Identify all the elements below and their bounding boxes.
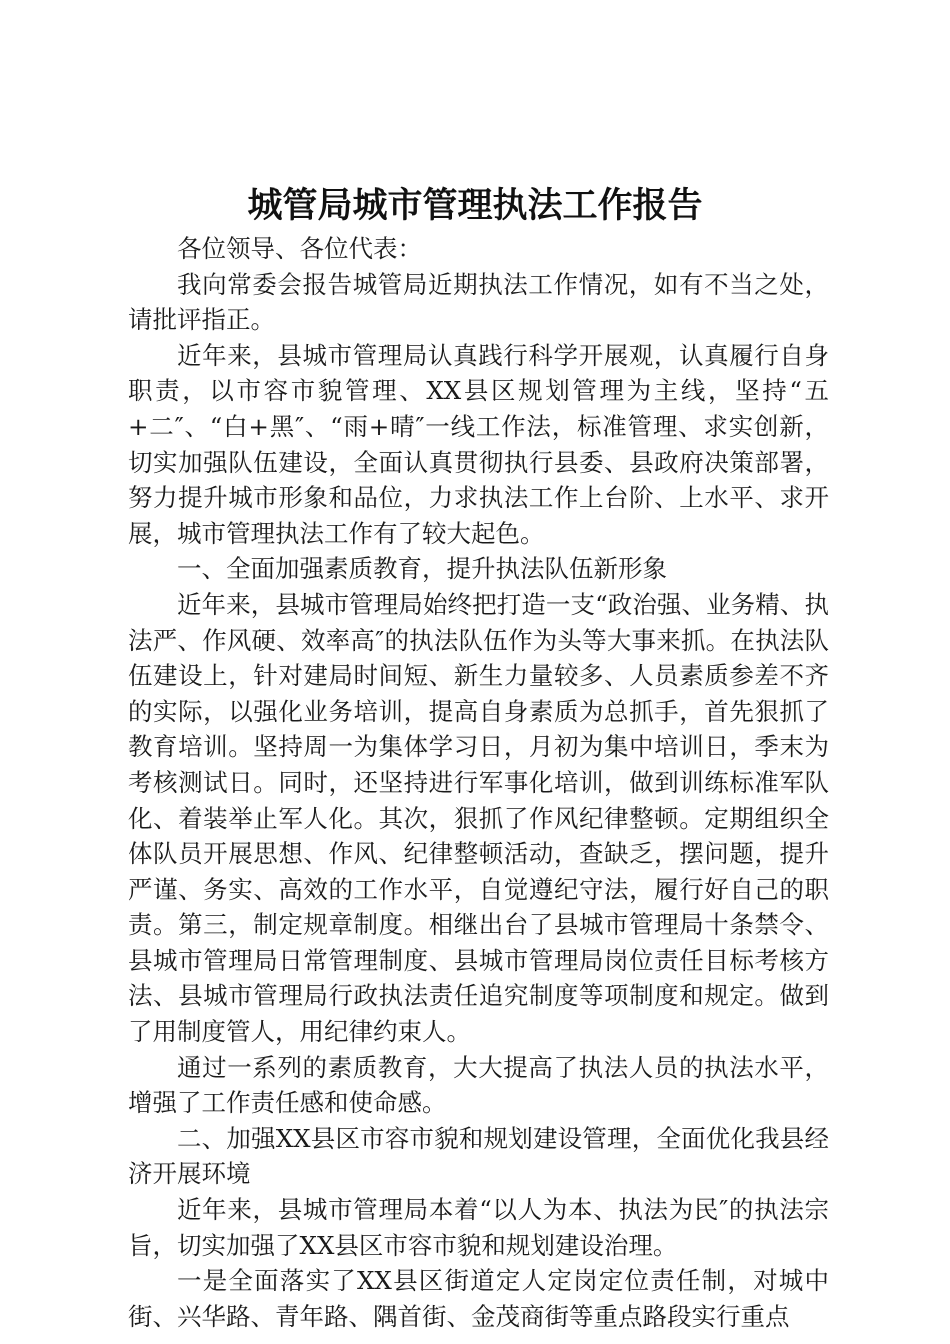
- intro-paragraph: 我向常委会报告城管局近期执法工作情况，如有不当之处，请批评指正。: [128, 269, 829, 335]
- section-heading-1: 一、全面加强素质教育，提升执法队伍新形象: [177, 554, 667, 584]
- document-body: [128, 231, 829, 1334]
- document-title: 城管局城市管理执法工作报告: [247, 185, 703, 226]
- section-1-paragraph: 近年来，县城市管理局始终把打造一支“政治强、业务精、执法严、作风硬、效率高″的执法队伍作为头等大事来抓。在执法队伍建设上，针对建局时间短、新生力量较多、人员素质参差不齐的实际，以强化业务培训，提高自身素质为总抓手，首先狠抓了教育培训。坚持周一为集体学习日，月初为集中培训日，季末为考核测试日。同时，还坚持进行军事化培训，做到训练标准军队化、着装举止军人化。其次，狠抓了作风纪律整顿。定期组织全体队员开展思想、作风、纪律整顿活动，查缺乏，摆问题，提升严谨、务实、高效的工作水平，自觉遵纪守法，履行好自己的职责。第三，制定规章制度。相继出台了县城市管理局十条禁令、县城市管理局日常管理制度、县城市管理局岗位责任目标考核方法、县城市管理局行政执法责任追究制度等项制度和规定。做到了用制度管人，用纪律约束人。: [128, 589, 829, 1047]
- section-heading-2: 二、加强XX县区市容市貌和规划建设管理，全面优化我县经济开展环境: [128, 1123, 829, 1189]
- section-2-item-1: 一是全面落实了XX县区街道定人定岗定位责任制，对城中街、兴华路、青年路、隅首街、金茂商街等重点路段实行重点: [128, 1266, 829, 1331]
- overview-paragraph: 近年来，县城市管理局认真践行科学开展观，认真履行自身职责，以市容市貌管理、XX县区规划管理为主线，坚持“五+二″、“白+黑″、“雨+晴″一线工作法，标准管理、求实创新，切实加强队伍建设，全面认真贯彻执行县委、县政府决策部署，努力提升城市形象和品位，力求执法工作上台阶、上水平、求开展，城市管理执法工作有了较大起色。: [128, 340, 829, 548]
- salutation: 各位领导、各位代表：: [177, 234, 422, 263]
- section-2-paragraph: 近年来，县城市管理局本着“以人为本、执法为民″的执法宗旨，切实加强了XX县区市容市貌和规划建设治理。: [128, 1195, 829, 1260]
- section-1-summary: 通过一系列的素质教育，大大提高了执法人员的执法水平，增强了工作责任感和使命感。: [128, 1052, 829, 1118]
